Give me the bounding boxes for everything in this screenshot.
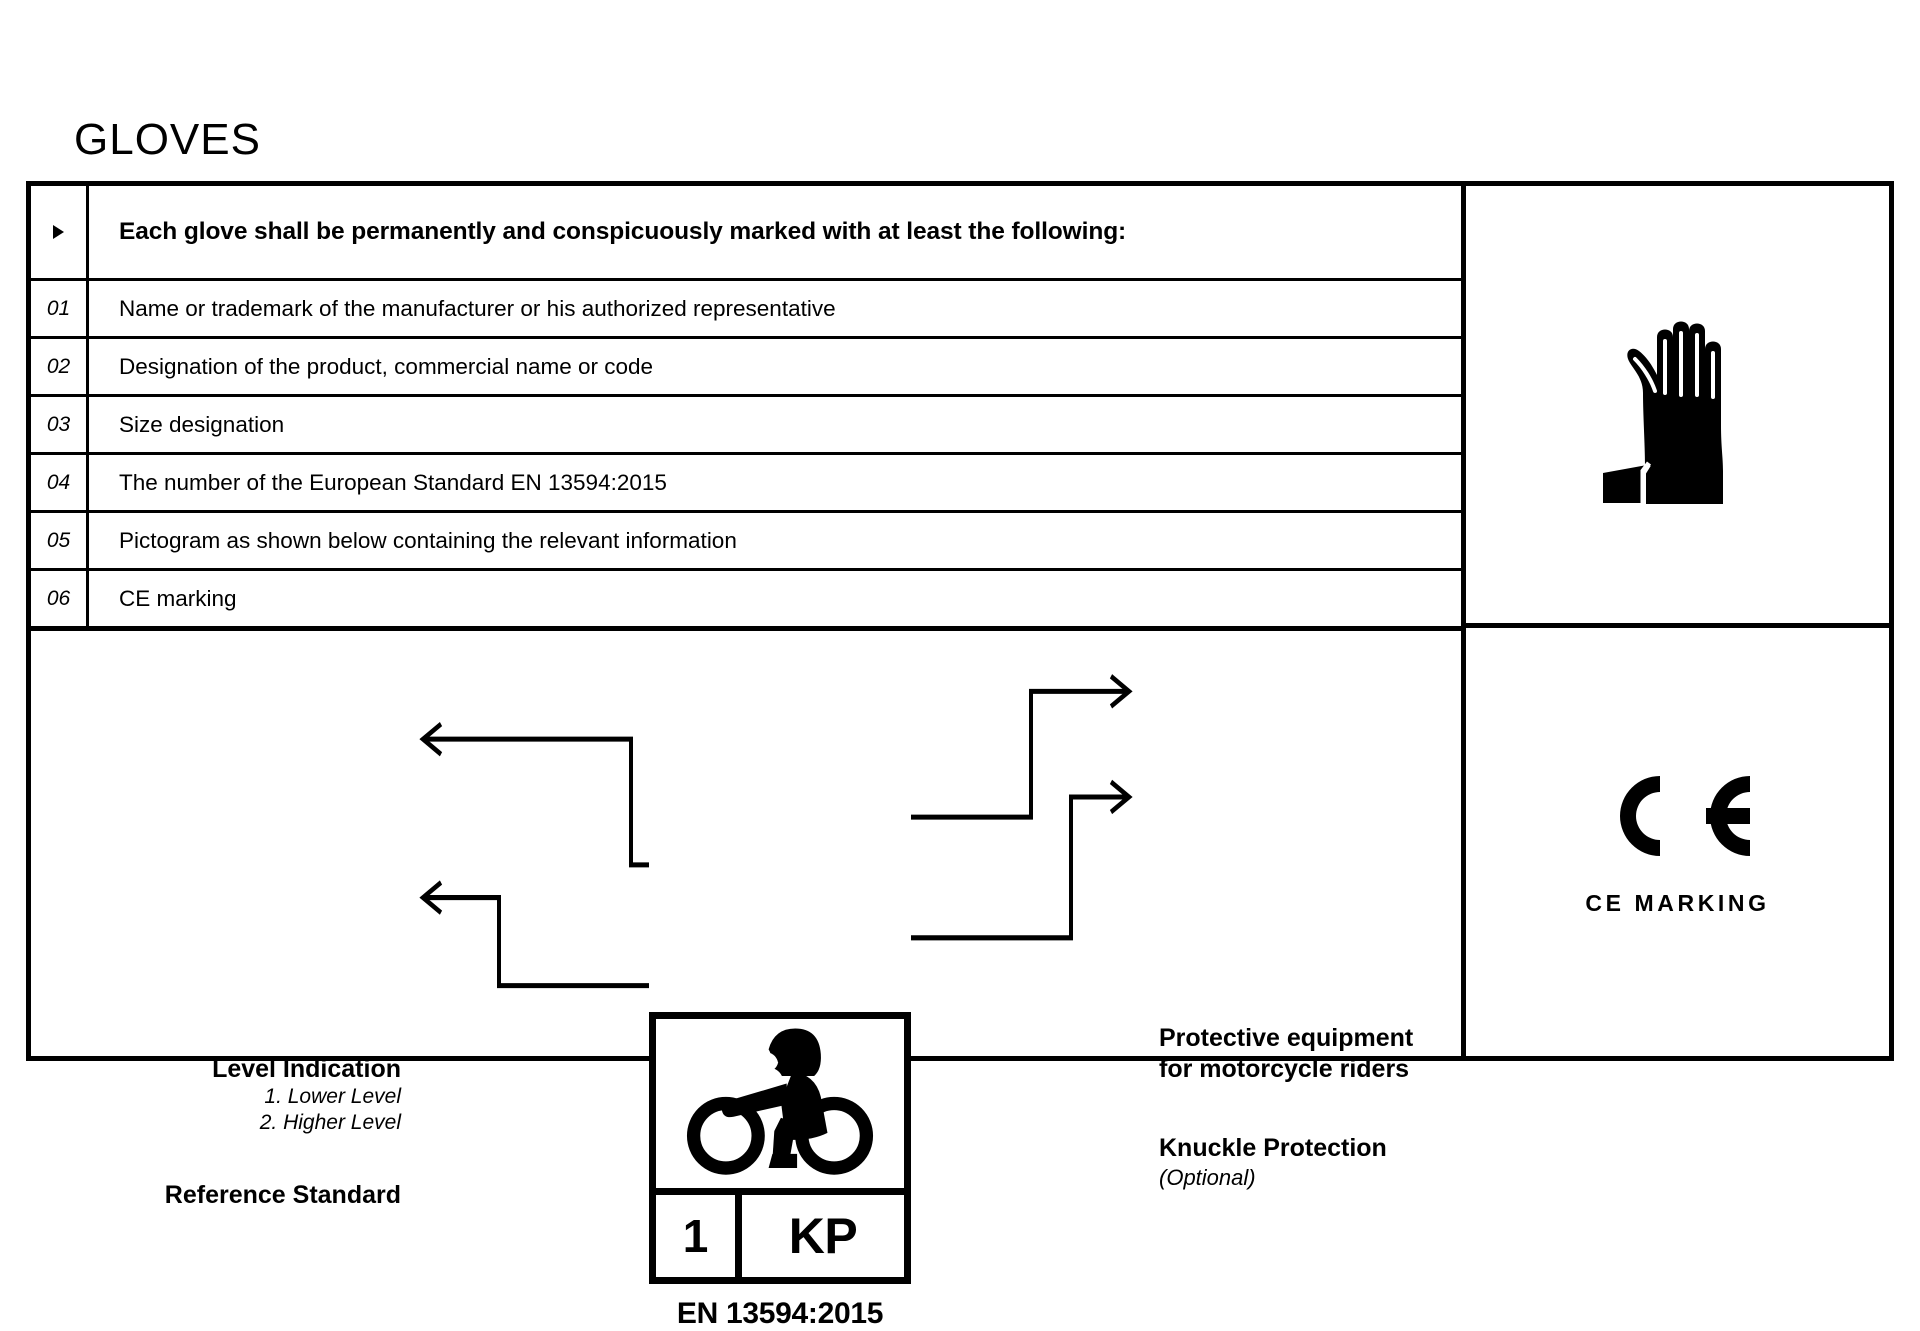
ce-marking-panel (1466, 628, 1889, 1056)
row-number: 06 (31, 571, 89, 626)
table-row (31, 397, 1461, 455)
pictogram-caption: EN 13594:2015 (676, 1297, 884, 1330)
callout-reference-standard: Reference Standard (164, 1181, 401, 1209)
row-text: Size designation (119, 411, 285, 437)
row-text: Name or trademark of the manufacturer or his authorized representative (119, 295, 836, 321)
requirements-heading: Each glove shall be permanently and conspicuously marked with at least the following: (119, 218, 1127, 245)
table-row (31, 455, 1461, 513)
callout-protective-equipment-line2: for motorcycle riders (1159, 1054, 1410, 1083)
page-title: GLOVES (74, 115, 261, 164)
leader-lines (31, 631, 1461, 1056)
row-number: 01 (31, 281, 89, 336)
pictogram-box (649, 1012, 911, 1284)
callout-protective-equipment (1159, 1023, 1413, 1084)
row-text: CE marking (119, 585, 237, 611)
pictogram (649, 1012, 911, 1331)
bullet-cell (31, 186, 89, 278)
triangle-right-icon (53, 225, 64, 239)
pictogram-diagram (31, 631, 1461, 1330)
row-text: Designation of the product, commercial name or code (119, 353, 654, 379)
left-column (31, 186, 1466, 1330)
row-number: 02 (31, 339, 89, 394)
table-row (31, 513, 1461, 571)
pictogram-image-area (656, 1019, 904, 1195)
ce-marking-caption: CE MARKING (1585, 889, 1770, 916)
requirements-header-row (31, 186, 1461, 281)
pictogram-level-value: 1 (656, 1195, 742, 1277)
callout-level-item: 1. Lower Level (264, 1085, 401, 1108)
specification-sheet (26, 181, 1894, 1330)
glove-icon (1573, 275, 1783, 535)
table-row (31, 281, 1461, 339)
row-text: The number of the European Standard EN 13594:2015 (119, 469, 667, 495)
callout-level-item: 2. Higher Level (259, 1111, 401, 1135)
pictogram-knuckle-code: KP (788, 1208, 858, 1264)
callout-protective-equipment-line1: Protective equipment (1159, 1024, 1414, 1052)
callout-level-indication (31, 1055, 401, 1137)
table-row (31, 571, 1461, 626)
callout-knuckle-protection (1159, 1133, 1387, 1192)
ce-logo-icon (1598, 768, 1758, 864)
glove-illustration-panel (1466, 186, 1889, 628)
pictogram-rating-row (656, 1195, 904, 1277)
callout-knuckle-protection-label: Knuckle Protection (1159, 1134, 1387, 1162)
table-row (31, 339, 1461, 397)
row-number: 04 (31, 455, 89, 510)
callout-level-indication-label: Level Indication (212, 1055, 401, 1083)
row-number: 05 (31, 513, 89, 568)
requirements-table (31, 186, 1461, 631)
callout-knuckle-protection-note: (Optional) (1159, 1164, 1256, 1190)
right-column (1466, 186, 1889, 1056)
row-number: 03 (31, 397, 89, 452)
row-text: Pictogram as shown below containing the relevant information (119, 527, 737, 553)
motorcycle-rider-icon (656, 1019, 904, 1188)
